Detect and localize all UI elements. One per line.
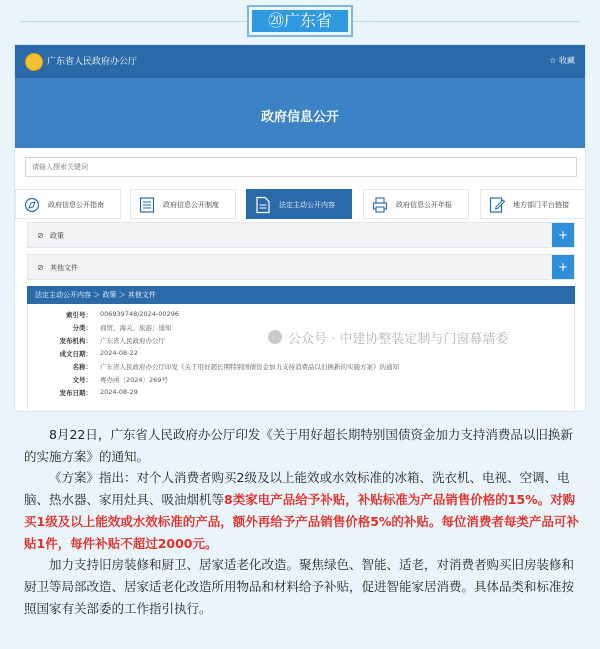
paragraph-1: 8月22日，广东省人民政府办公厅印发《关于用好超长期特别国债资金加力支持消费品以旧换新的实施方案》的通知。 xyxy=(24,427,573,464)
header-title: ⑳广东省 xyxy=(252,10,348,32)
tab-system[interactable] xyxy=(130,189,236,219)
divider-right xyxy=(353,21,580,22)
meta-key: 发布机构： xyxy=(59,337,92,345)
top-bar xyxy=(15,45,585,78)
breadcrumb xyxy=(27,286,575,304)
emblem-icon xyxy=(25,53,43,71)
meta-value: 2024-08-22 xyxy=(100,349,138,357)
meta-key: 文号： xyxy=(72,376,92,384)
tab-label: 法定主动公开内容 xyxy=(279,201,335,209)
accordion-policy[interactable] xyxy=(27,222,575,248)
tab-guide[interactable] xyxy=(15,189,121,219)
tab-statutory-content[interactable] xyxy=(246,189,352,219)
tab-annual-report[interactable] xyxy=(363,189,469,219)
wechat-icon xyxy=(268,330,282,344)
meta-key: 索引号： xyxy=(66,311,92,319)
meta-value: 2024-08-29 xyxy=(100,388,138,396)
accordion-other-files[interactable] xyxy=(27,254,575,280)
document-metadata xyxy=(27,304,575,412)
compass-icon xyxy=(24,196,40,214)
meta-key: 发布日期： xyxy=(59,389,92,397)
website-screenshot xyxy=(14,44,586,412)
watermark: 公众号 · 中建协整装定制与门窗幕墙委 xyxy=(288,332,509,347)
paragraph-2 xyxy=(24,467,580,554)
meta-key: 成文日期： xyxy=(59,350,92,358)
paragraph-2-text: 《方案》指出：对个人消费者购买2级及以上能效或水效标准的冰箱、洗衣机、电视、空调、电脑、热水器、家用灶具、吸油烟机等 xyxy=(24,470,570,508)
tab-department-links[interactable] xyxy=(480,189,586,219)
meta-key: 名称： xyxy=(72,363,92,371)
search-input[interactable] xyxy=(25,157,577,177)
tab-bar xyxy=(15,189,586,219)
favorite-link[interactable]: ☆ 收藏 xyxy=(549,56,575,65)
meta-value: 006939748/2024-00296 xyxy=(100,310,179,318)
expand-button[interactable]: + xyxy=(552,255,574,279)
meta-value: 粤办函〔2024〕269号 xyxy=(100,376,168,384)
meta-value: 广东省人民政府办公厅印发《关于用好超长期特别国债资金加力支持消费品以旧换新的实施方案》的通知 xyxy=(100,363,399,371)
expand-button[interactable]: + xyxy=(552,223,574,247)
meta-value: 广东省人民政府办公厅 xyxy=(100,337,165,345)
document-icon xyxy=(255,196,271,214)
article-body xyxy=(24,424,580,619)
tab-label: 政府信息公开制度 xyxy=(163,201,219,209)
edit-doc-icon xyxy=(489,196,505,214)
meta-key: 分类： xyxy=(72,324,92,332)
accordion-label: 政策 xyxy=(50,232,64,240)
tab-label: 地方部门平台链接 xyxy=(513,201,569,209)
divider-left xyxy=(20,21,247,22)
folder-icon: ⊘ xyxy=(37,263,44,272)
tab-label: 政府信息公开年报 xyxy=(396,201,452,209)
meta-value: 商贸、海关、旅游；通知 xyxy=(100,324,172,332)
banner xyxy=(15,78,585,148)
banner-title: 政府信息公开 xyxy=(260,110,339,125)
search-placeholder: 请输入搜索关键词 xyxy=(32,163,88,171)
breadcrumb-text[interactable]: 法定主动公开内容 ＞ 政策 ＞ 其他文件 xyxy=(35,291,156,299)
accordion-label: 其他文件 xyxy=(50,264,78,272)
site-name[interactable]: 广东省人民政府办公厅 xyxy=(47,57,138,67)
header-badge xyxy=(247,5,353,37)
list-doc-icon xyxy=(139,196,155,214)
paragraph-3: 加力支持旧房装修和厨卫、居家适老化改造。聚焦绿色、智能、适老，对消费者购买旧房装修和厨卫等局部改造、居家适老化改造所用物品和材料给予补贴，促进智能家居消费。具体品类和标准按照国家有关部委的工作指引执行。 xyxy=(24,557,575,616)
printer-icon xyxy=(372,196,388,214)
section-header xyxy=(0,0,600,42)
highlight-text: 8类家电产品给予补贴，补贴标准为产品销售价格的15%。对购买1级及以上能效或水效标准的产品，额外再给予产品销售价格5%的补贴。每位消费者每类产品可补贴1件，每件补贴不超过2000元。 xyxy=(24,492,579,551)
tab-label: 政府信息公开指南 xyxy=(48,201,104,209)
folder-icon: ⊘ xyxy=(37,231,44,240)
